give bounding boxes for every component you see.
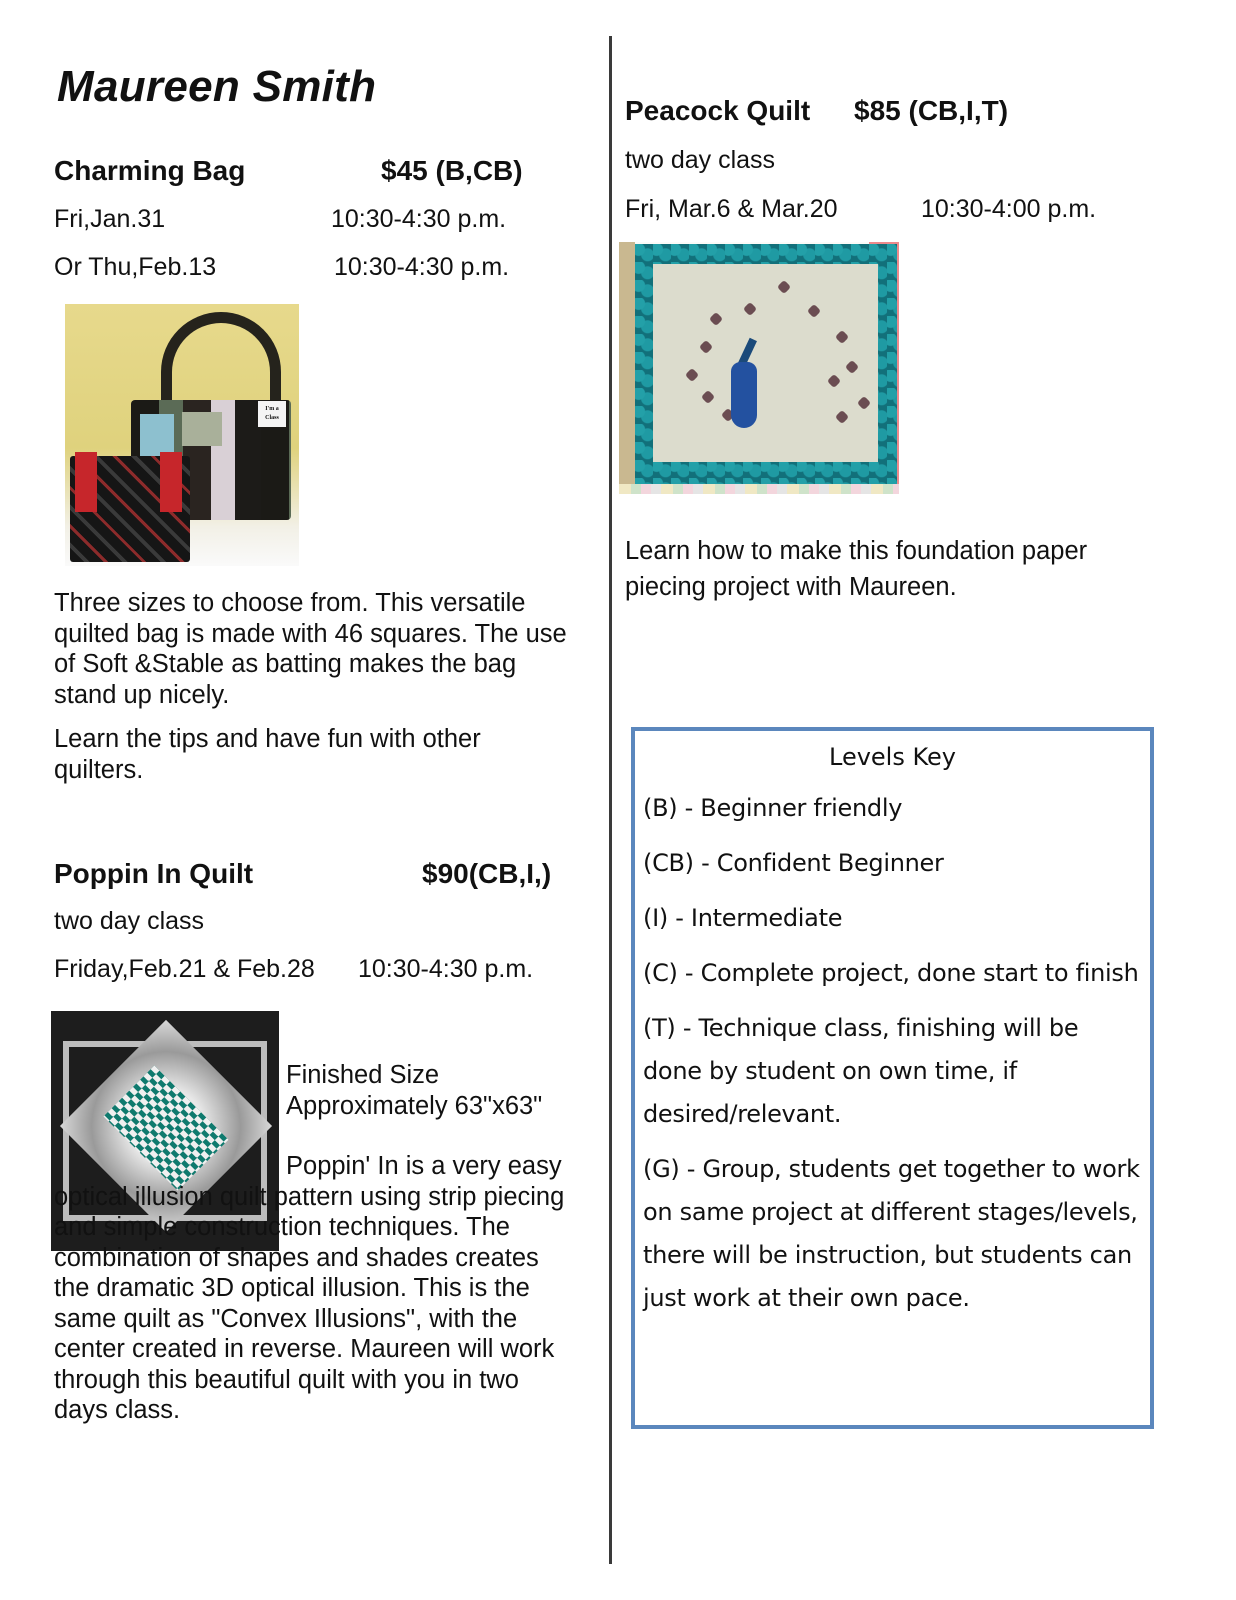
poppin-in-date: Friday,Feb.21 & Feb.28 [54,955,315,983]
poppin-in-duration: two day class [54,907,205,935]
levels-key-box [631,727,1154,1429]
poppin-in-title: Poppin In Quilt [54,858,254,889]
poppin-in-price: $90(CB,I,) [422,858,552,889]
peacock-date: Fri, Mar.6 & Mar.20 [625,195,838,223]
column-divider [609,36,612,1564]
charming-bag-price: $45 (B,CB) [381,155,523,186]
poppin-in-description: Poppin' In is a very easy optical illusion quilt pattern using strip piecing and simple construction techniques. The combination of shapes and shades creates the dramatic 3D optical illusion. This is the same quilt as "Convex Illusions", with the center created in reverse. Maureen will work through this beautiful quilt with you in two days class. [54,1152,565,1424]
peacock-price: $85 (CB,I,T) [854,95,1009,126]
charming-bag-date-2: Or Thu,Feb.13 [54,253,217,281]
peacock-description: Learn how to make this foundation paper piecing project with Maureen. [625,537,1088,601]
level-beginner: (B) - Beginner friendly [643,794,903,822]
level-confident-beginner: (CB) - Confident Beginner [643,849,944,877]
poppin-in-finished-size: Finished Size Approximately 63"x63" [286,1061,543,1120]
charming-bag-title: Charming Bag [54,155,246,186]
charming-bag-date-1: Fri,Jan.31 [54,205,166,233]
peacock-title: Peacock Quilt [625,95,811,126]
levels-key-list [643,787,1142,1332]
instructor-name: Maureen Smith [57,62,377,111]
peacock-time: 10:30-4:00 p.m. [921,195,1097,223]
charming-bag-time-1: 10:30-4:30 p.m. [331,205,507,233]
levels-key-title: Levels Key [829,743,956,771]
charming-bag-photo [65,304,299,566]
charming-bag-tips: Learn the tips and have fun with other quilters. [54,725,481,784]
poppin-in-time: 10:30-4:30 p.m. [358,955,534,983]
level-complete-project: (C) - Complete project, done start to finish [643,959,1139,987]
charming-bag-description: Three sizes to choose from. This versatile quilted bag is made with 46 squares. The use of Soft &Stable as batting makes the bag stand up nicely. [54,589,567,709]
level-intermediate: (I) - Intermediate [643,904,843,932]
level-group: (G) - Group, students get together to work on same project at different stages/levels, there will be instruction, but students can just work at their own pace. [643,1155,1140,1312]
charming-bag-time-2: 10:30-4:30 p.m. [334,253,510,281]
photo-tag: I'm a Class [258,401,286,427]
level-technique: (T) - Technique class, finishing will be done by student on own time, if desired/relevant. [643,1014,1079,1128]
peacock-quilt-photo [619,242,899,494]
peacock-duration: two day class [625,146,776,174]
